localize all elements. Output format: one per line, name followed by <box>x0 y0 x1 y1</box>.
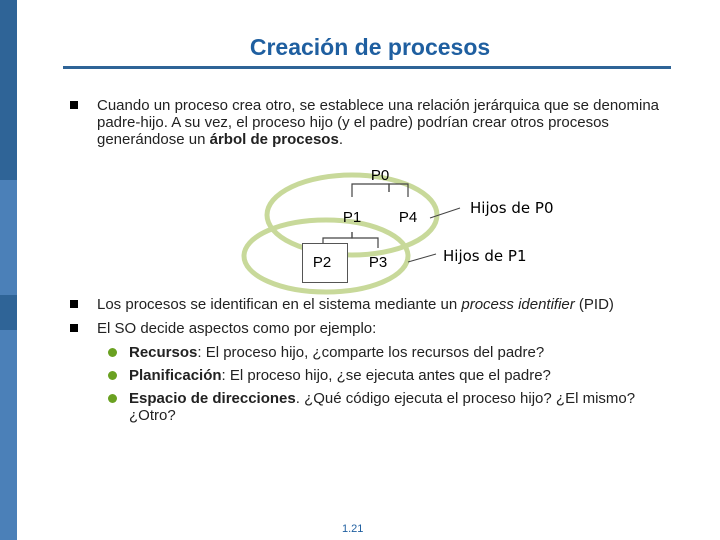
sub-bullet-planificacion <box>129 367 689 384</box>
connector-p0-p1 <box>352 184 389 197</box>
sub-bullet-espacio-term: Espacio de direcciones <box>129 390 296 407</box>
pointer-p1-caption <box>408 254 436 262</box>
caption-hijos-p0: Hijos de P0 <box>470 199 554 217</box>
caption-hijos-p1: Hijos de P1 <box>443 247 527 265</box>
bullet-so: El SO decide aspectos como por ejemplo: <box>97 320 377 337</box>
bullet-pid-text: Los procesos se identifican en el sistema mediante un <box>97 296 462 313</box>
connector-p1-p3 <box>352 232 378 248</box>
intro-bold-term: árbol de procesos <box>209 131 339 148</box>
bullet-pid-italic: process identifier <box>461 296 575 313</box>
sub-bullet-dot <box>108 371 117 380</box>
intro-end: . <box>338 131 343 148</box>
sub-bullet-planificacion-term: Planificación <box>129 367 222 384</box>
node-p0: P0 <box>370 167 390 184</box>
bullet-square <box>70 300 78 308</box>
sub-bullet-espacio-text: . ¿Qué código ejecuta el proceso hijo? ¿El mismo?¿Otro? <box>129 390 636 424</box>
node-p3: P3 <box>368 254 388 271</box>
node-p1: P1 <box>342 209 362 226</box>
sub-bullet-recursos-term: Recursos <box>129 344 198 361</box>
page-title: Creación de procesos <box>249 34 491 60</box>
sub-bullet-espacio <box>129 390 659 424</box>
side-bar-segment <box>0 330 17 540</box>
sub-bullet-dot <box>108 394 117 403</box>
bullet-pid-end: (PID) <box>574 296 614 313</box>
node-p4: P4 <box>398 209 418 226</box>
bullet-square <box>70 324 78 332</box>
sub-bullet-recursos-text: : El proceso hijo, ¿comparte los recursos del padre? <box>197 344 545 361</box>
intro-text: Cuando un proceso crea otro, se establece una relación jerárquica que se denomina padre-hijo. A su vez, el proceso hijo (y el padre) podrían crear otros procesos generándose un <box>97 97 660 148</box>
bullet-pid <box>97 296 697 313</box>
sub-bullet-dot <box>108 348 117 357</box>
page-number: 1.21 <box>342 523 364 535</box>
sub-bullet-planificacion-text: : El proceso hijo, ¿se ejecuta antes que el padre? <box>221 367 551 384</box>
node-p2: P2 <box>312 254 332 271</box>
sub-bullet-recursos <box>129 344 689 361</box>
